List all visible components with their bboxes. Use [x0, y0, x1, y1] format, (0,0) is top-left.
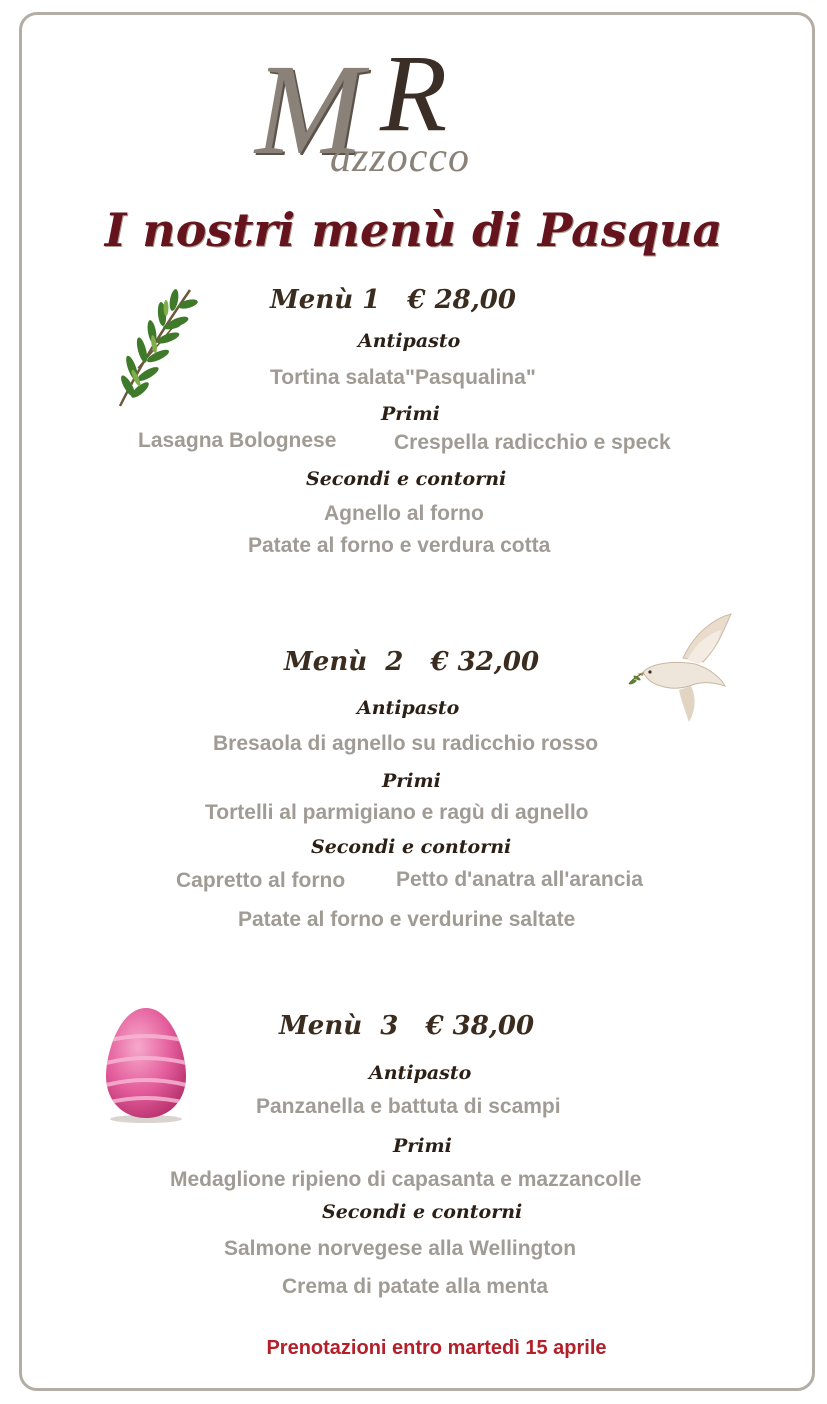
menu-3-primi-dish-1: Medaglione ripieno di capasanta e mazzancolle — [170, 1168, 642, 1191]
menu-1-primi-label: Primi — [381, 403, 440, 425]
menu-1-secondi-dish-1: Agnello al forno — [324, 502, 484, 525]
dove-icon — [625, 612, 735, 724]
menu-1-heading: Menù 1 € 28,00 — [270, 285, 516, 315]
restaurant-logo — [255, 32, 525, 182]
menu-3-primi-label: Primi — [393, 1135, 452, 1157]
logo-wordmark: azzocco — [330, 135, 470, 181]
menu-3-antipasto-dish: Panzanella e battuta di scampi — [256, 1095, 561, 1118]
easter-egg-icon — [102, 1004, 190, 1124]
menu-3-secondi-dish-2: Crema di patate alla menta — [282, 1275, 549, 1298]
page-title: I nostri menù di Pasqua — [104, 203, 723, 257]
logo-initial-r: R — [380, 32, 448, 154]
menu-1-secondi-dish-2: Patate al forno e verdura cotta — [248, 534, 551, 557]
menu-2-heading: Menù 2 € 32,00 — [284, 647, 540, 677]
menu-1-antipasto-label: Antipasto — [358, 330, 461, 352]
menu-2-secondi-label: Secondi e contorni — [311, 836, 512, 858]
menu-2-primi-label: Primi — [382, 770, 441, 792]
menu-3-secondi-label: Secondi e contorni — [322, 1201, 523, 1223]
logo-initial-m: M — [255, 38, 364, 182]
olive-branch-icon — [108, 282, 200, 410]
menu-2-primi-dish-1: Tortelli al parmigiano e ragù di agnello — [205, 801, 589, 824]
menu-2-secondi-dish-3: Patate al forno e verdurine saltate — [238, 908, 576, 931]
menu-1-primi-dish-2: Crespella radicchio e speck — [394, 431, 671, 454]
menu-2-antipasto-dish: Bresaola di agnello su radicchio rosso — [213, 732, 599, 755]
menu-3-secondi-dish-1: Salmone norvegese alla Wellington — [224, 1237, 577, 1260]
menu-2-secondi-dish-2: Petto d'anatra all'arancia — [396, 868, 643, 891]
reservation-note: Prenotazioni entro martedì 15 aprile — [266, 1337, 607, 1359]
menu-1-antipasto-dish: Tortina salata"Pasqualina" — [270, 366, 536, 389]
menu-1-primi-dish-1: Lasagna Bolognese — [138, 429, 337, 452]
menu-3-heading: Menù 3 € 38,00 — [279, 1011, 535, 1041]
menu-2-antipasto-label: Antipasto — [357, 697, 460, 719]
menu-1-secondi-label: Secondi e contorni — [306, 468, 507, 490]
menu-2-secondi-dish-1: Capretto al forno — [176, 869, 346, 892]
menu-3-antipasto-label: Antipasto — [369, 1062, 472, 1084]
